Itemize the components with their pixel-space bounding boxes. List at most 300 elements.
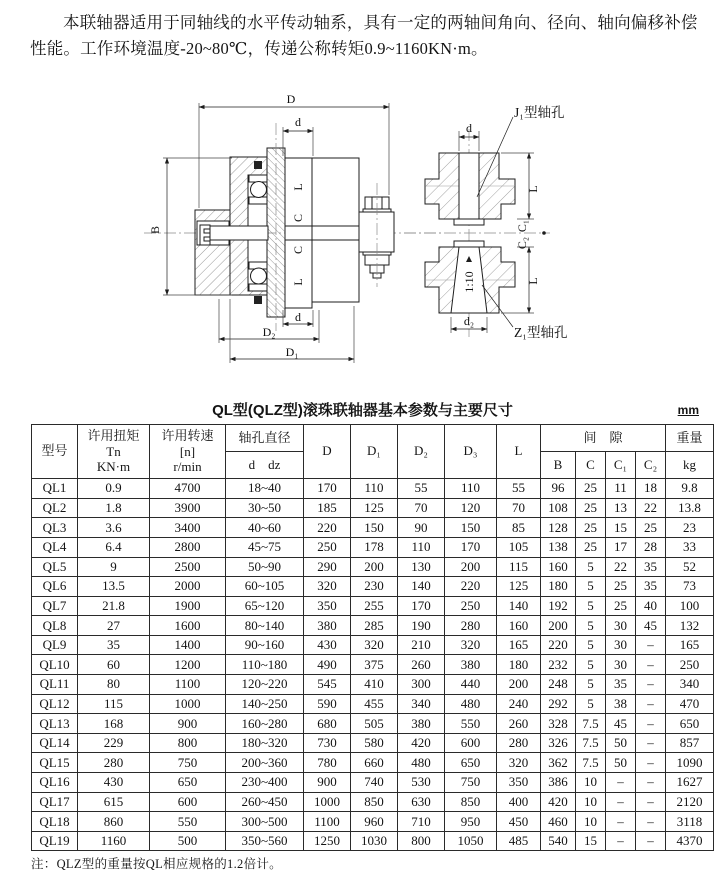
table-cell: 65~120 (226, 596, 304, 616)
table-cell: 3.6 (78, 518, 150, 538)
table-cell: 50 (606, 753, 636, 773)
table-row-QL12 (32, 694, 714, 714)
table-cell: 5 (576, 675, 606, 695)
dim-label-d-top: d (295, 115, 301, 130)
table-cell: 250 (445, 596, 497, 616)
table-row-QL17 (32, 792, 714, 812)
table-cell: 35 (78, 635, 150, 655)
col-header-D: D (304, 425, 351, 479)
col-header-speed: 许用转速 [n] r/min (150, 425, 226, 479)
spec-table (31, 424, 714, 851)
table-row-QL11 (32, 675, 714, 695)
table-cell: 70 (497, 498, 541, 518)
table-row-QL16 (32, 773, 714, 793)
table-cell: 125 (497, 577, 541, 597)
table-cell: 165 (497, 635, 541, 655)
table-cell: – (636, 694, 666, 714)
table-cell: 3118 (666, 812, 714, 832)
table-cell: 13.5 (78, 577, 150, 597)
dim-label-C2m: C (291, 246, 305, 255)
bearing-upper (248, 175, 267, 233)
table-cell: 230 (351, 577, 398, 597)
table-cell: QL2 (32, 498, 78, 518)
col-header-bore: 轴孔直径 (226, 425, 304, 452)
table-cell: 730 (304, 733, 351, 753)
table-cell: 240 (497, 694, 541, 714)
table-cell: 10 (576, 792, 606, 812)
col-header-torque: 许用扭矩 Tn KN·m (78, 425, 150, 479)
table-row-QL8 (32, 616, 714, 636)
table-cell: 280 (497, 733, 541, 753)
table-cell: 400 (497, 792, 541, 812)
table-cell: 30 (606, 655, 636, 675)
page (0, 10, 725, 889)
table-cell: 5 (576, 694, 606, 714)
table-cell: 170 (398, 596, 445, 616)
col-header-D1: D₁ (351, 425, 398, 479)
table-cell: 25 (636, 518, 666, 538)
table-cell: 150 (445, 518, 497, 538)
col-header-model: 型号 (32, 425, 78, 479)
table-cell: 130 (398, 557, 445, 577)
table-cell: 850 (445, 792, 497, 812)
table-cell: 35 (636, 577, 666, 597)
table-cell: 780 (304, 753, 351, 773)
table-cell: 500 (150, 831, 226, 851)
table-cell: 350 (497, 773, 541, 793)
table-cell: 180 (497, 655, 541, 675)
table-cell: 70 (398, 498, 445, 518)
table-cell: 1200 (150, 655, 226, 675)
table-cell: 140 (497, 596, 541, 616)
table-cell: 15 (576, 831, 606, 851)
table-cell: 40 (636, 596, 666, 616)
table-cell: 52 (666, 557, 714, 577)
table-cell: 60 (78, 655, 150, 675)
table-cell: 3400 (150, 518, 226, 538)
j1-bore-label: J₁型轴孔 (514, 105, 565, 121)
table-cell: 125 (351, 498, 398, 518)
table-cell: 380 (304, 616, 351, 636)
set-screw (254, 161, 262, 169)
table-cell: 23 (666, 518, 714, 538)
table-cell: 10 (576, 812, 606, 832)
table-cell: 650 (666, 714, 714, 734)
table-cell: 210 (398, 635, 445, 655)
table-cell: 600 (445, 733, 497, 753)
dim-label-L-j1: L (526, 185, 540, 193)
table-cell: 3900 (150, 498, 226, 518)
table-cell: 28 (636, 537, 666, 557)
table-cell: 580 (351, 733, 398, 753)
table-cell: 7.5 (576, 753, 606, 773)
table-cell: 300 (398, 675, 445, 695)
table-cell: 25 (576, 518, 606, 538)
z1-bore-label: Z₁型轴孔 (514, 325, 568, 341)
table-cell: 450 (497, 812, 541, 832)
table-cell: 386 (541, 773, 576, 793)
table-cell: 800 (398, 831, 445, 851)
table-cell: 850 (351, 792, 398, 812)
table-cell: 615 (78, 792, 150, 812)
table-cell: 1000 (304, 792, 351, 812)
table-cell: 170 (304, 479, 351, 499)
table-cell: 50~90 (226, 557, 304, 577)
table-cell: 100 (666, 596, 714, 616)
col-header-L: L (497, 425, 541, 479)
tie-bolt (210, 226, 268, 240)
table-cell: 30 (606, 635, 636, 655)
table-cell: 110 (445, 479, 497, 499)
table-cell: 1250 (304, 831, 351, 851)
table-cell: 260 (497, 714, 541, 734)
table-cell: 860 (78, 812, 150, 832)
table-cell: 410 (351, 675, 398, 695)
table-cell: 200 (351, 557, 398, 577)
table-cell: 420 (541, 792, 576, 812)
table-cell: – (636, 773, 666, 793)
table-cell: 5 (576, 596, 606, 616)
table-cell: 30 (606, 616, 636, 636)
table-cell: 7.5 (576, 733, 606, 753)
col-header-C1: C₁ (606, 452, 636, 479)
table-cell: 1100 (304, 812, 351, 832)
table-cell: 340 (666, 675, 714, 695)
col-header-clearance: 间 隙 (541, 425, 666, 452)
table-cell: 800 (150, 733, 226, 753)
dim-label-L1: L (291, 183, 305, 191)
table-cell: 110 (351, 479, 398, 499)
table-cell: 35 (606, 675, 636, 695)
table-cell: 45~75 (226, 537, 304, 557)
table-row-QL13 (32, 714, 714, 734)
table-cell: 1627 (666, 773, 714, 793)
table-cell: 17 (606, 537, 636, 557)
table-cell: 128 (541, 518, 576, 538)
table-cell: – (636, 635, 666, 655)
table-cell: 50 (606, 733, 636, 753)
table-cell: 550 (445, 714, 497, 734)
table-cell: 2000 (150, 577, 226, 597)
table-cell: 30~50 (226, 498, 304, 518)
table-cell: 18 (636, 479, 666, 499)
table-body (32, 479, 714, 851)
table-cell: QL3 (32, 518, 78, 538)
table-cell: 1090 (666, 753, 714, 773)
table-cell: 650 (150, 773, 226, 793)
table-cell: 200~360 (226, 753, 304, 773)
table-row-QL15 (32, 753, 714, 773)
table-cell: 260~450 (226, 792, 304, 812)
drawing-area (0, 75, 725, 393)
table-cell: 38 (606, 694, 636, 714)
table-cell: 285 (351, 616, 398, 636)
right-block (312, 158, 359, 302)
set-screw (254, 296, 262, 304)
table-cell: 660 (351, 753, 398, 773)
table-cell: QL5 (32, 557, 78, 577)
intro-paragraph: 本联轴器适用于同轴线的水平传动轴系，具有一定的两轴间角向、径向、轴向偏移补偿性能。工作环境温度-20~80℃，传递公称转矩0.9~1160KN·m。 (30, 13, 698, 58)
table-cell: QL1 (32, 479, 78, 499)
table-cell: 168 (78, 714, 150, 734)
table-cell: 550 (150, 812, 226, 832)
table-cell: 5 (576, 557, 606, 577)
table-cell: 470 (666, 694, 714, 714)
table-cell: 857 (666, 733, 714, 753)
table-cell: 45 (606, 714, 636, 734)
table-cell: 1600 (150, 616, 226, 636)
table-cell: 25 (576, 498, 606, 518)
table-cell: 650 (445, 753, 497, 773)
table-cell: 7.5 (576, 714, 606, 734)
table-cell: QL14 (32, 733, 78, 753)
table-cell: 328 (541, 714, 576, 734)
table-title: QL型(QLZ型)滚珠联轴器基本参数与主要尺寸 (212, 402, 513, 420)
table-cell: 480 (398, 753, 445, 773)
table-cell: QL11 (32, 675, 78, 695)
table-cell: 4370 (666, 831, 714, 851)
table-cell: 160~280 (226, 714, 304, 734)
table-cell: 90~160 (226, 635, 304, 655)
table-cell: – (636, 812, 666, 832)
table-cell: 1100 (150, 675, 226, 695)
table-cell: 292 (541, 694, 576, 714)
dim-label-D2: D₂ (262, 325, 276, 340)
table-cell: 80~140 (226, 616, 304, 636)
table-cell: 10 (576, 773, 606, 793)
table-cell: – (606, 792, 636, 812)
table-cell: QL4 (32, 537, 78, 557)
table-cell: 750 (150, 753, 226, 773)
table-cell: 220 (304, 518, 351, 538)
table-cell: QL8 (32, 616, 78, 636)
table-cell: 2800 (150, 537, 226, 557)
col-header-C: C (576, 452, 606, 479)
table-row-QL9 (32, 635, 714, 655)
dim-label-B: B (148, 226, 162, 235)
table-cell: 260 (398, 655, 445, 675)
table-cell: 120~220 (226, 675, 304, 695)
table-cell: 229 (78, 733, 150, 753)
table-cell: – (636, 831, 666, 851)
col-header-weight: 重量 (666, 425, 714, 452)
table-cell: 420 (398, 733, 445, 753)
dim-label-d2: d₂ (463, 314, 475, 329)
table-cell: 375 (351, 655, 398, 675)
table-cell: 340 (398, 694, 445, 714)
table-cell: 200 (445, 557, 497, 577)
table-cell: QL10 (32, 655, 78, 675)
table-header (32, 425, 714, 479)
table-cell: 250 (304, 537, 351, 557)
table-cell: 750 (445, 773, 497, 793)
table-cell: – (636, 655, 666, 675)
table-cell: 1160 (78, 831, 150, 851)
table-cell: 21.8 (78, 596, 150, 616)
plug-detail (200, 225, 210, 245)
table-cell: 165 (666, 635, 714, 655)
table-cell: 170 (445, 537, 497, 557)
table-cell: 590 (304, 694, 351, 714)
table-cell: 192 (541, 596, 576, 616)
table-cell: 110 (398, 537, 445, 557)
j1-bore (459, 153, 479, 219)
table-row-QL4 (32, 537, 714, 557)
table-cell: 5 (576, 577, 606, 597)
table-cell: 160 (541, 557, 576, 577)
col-header-bore-sub: d dz (226, 452, 304, 479)
table-row-QL2 (32, 498, 714, 518)
dim-label-C1: C₁ (515, 220, 529, 233)
table-cell: 455 (351, 694, 398, 714)
table-cell: 710 (398, 812, 445, 832)
table-cell: 140 (398, 577, 445, 597)
table-cell: 460 (541, 812, 576, 832)
table-cell: 1900 (150, 596, 226, 616)
table-cell: 326 (541, 733, 576, 753)
table-cell: 33 (666, 537, 714, 557)
table-row-QL10 (32, 655, 714, 675)
dim-label-C2: C₂ (515, 237, 529, 250)
table-cell: – (636, 675, 666, 695)
col-header-D2: D₂ (398, 425, 445, 479)
table-cell: 280 (445, 616, 497, 636)
table-cell: 1030 (351, 831, 398, 851)
table-cell: 220 (541, 635, 576, 655)
table-cell: 900 (150, 714, 226, 734)
technical-drawing (142, 75, 602, 387)
table-cell: 108 (541, 498, 576, 518)
table-cell: 960 (351, 812, 398, 832)
table-cell: 950 (445, 812, 497, 832)
table-cell: 9 (78, 557, 150, 577)
table-cell: 255 (351, 596, 398, 616)
table-cell: 27 (78, 616, 150, 636)
bearing-lower (248, 233, 267, 291)
table-cell: 250 (666, 655, 714, 675)
table-cell: 185 (304, 498, 351, 518)
table-cell: 96 (541, 479, 576, 499)
table-cell: 120 (445, 498, 497, 518)
table-cell: 80 (78, 675, 150, 695)
table-cell: 545 (304, 675, 351, 695)
table-cell: 45 (636, 616, 666, 636)
footnote: 注：QLZ型的重量按QL相应规格的1.2倍计。 (31, 857, 282, 872)
table-cell: 630 (398, 792, 445, 812)
table-cell: 485 (497, 831, 541, 851)
table-cell: 180 (541, 577, 576, 597)
table-cell: – (636, 753, 666, 773)
table-cell: 680 (304, 714, 351, 734)
table-cell: 160 (497, 616, 541, 636)
table-cell: 2500 (150, 557, 226, 577)
table-cell: 18~40 (226, 479, 304, 499)
table-cell: 115 (78, 694, 150, 714)
table-cell: 25 (576, 479, 606, 499)
table-cell: 60~105 (226, 577, 304, 597)
col-header-kg: kg (666, 452, 714, 479)
table-cell: 9.8 (666, 479, 714, 499)
table-row-QL7 (32, 596, 714, 616)
table-row-QL3 (32, 518, 714, 538)
table-cell: 55 (398, 479, 445, 499)
table-cell: 290 (304, 557, 351, 577)
table-cell: 4700 (150, 479, 226, 499)
table-cell: QL7 (32, 596, 78, 616)
table-row-QL18 (32, 812, 714, 832)
table-cell: 430 (78, 773, 150, 793)
table-cell: 5 (576, 635, 606, 655)
table-cell: 5 (576, 655, 606, 675)
table-cell: 380 (398, 714, 445, 734)
table-cell: – (636, 792, 666, 812)
table-cell: 490 (304, 655, 351, 675)
table-cell: 505 (351, 714, 398, 734)
table-cell: 1.8 (78, 498, 150, 518)
table-cell: 530 (398, 773, 445, 793)
table-title-row (0, 399, 725, 421)
table-cell: 25 (576, 537, 606, 557)
col-header-C2: C₂ (636, 452, 666, 479)
table-cell: 220 (445, 577, 497, 597)
table-cell: 11 (606, 479, 636, 499)
table-cell: – (606, 812, 636, 832)
col-header-D3: D₃ (445, 425, 497, 479)
table-cell: 1000 (150, 694, 226, 714)
table-cell: 200 (541, 616, 576, 636)
table-cell: 22 (636, 498, 666, 518)
table-cell: 0.9 (78, 479, 150, 499)
table-cell: 115 (497, 557, 541, 577)
table-cell: QL15 (32, 753, 78, 773)
table-cell: 320 (497, 753, 541, 773)
table-cell: 320 (304, 577, 351, 597)
table-cell: 350 (304, 596, 351, 616)
table-cell: 232 (541, 655, 576, 675)
table-cell: 280 (78, 753, 150, 773)
table-cell: 230~400 (226, 773, 304, 793)
table-cell: 25 (606, 577, 636, 597)
table-cell: 55 (497, 479, 541, 499)
table-cell: 85 (497, 518, 541, 538)
table-row-QL6 (32, 577, 714, 597)
table-cell: 362 (541, 753, 576, 773)
bearing-ball (251, 182, 267, 198)
table-cell: 15 (606, 518, 636, 538)
col-header-B: B (541, 452, 576, 479)
table-cell: 73 (666, 577, 714, 597)
dim-label-D1: D₁ (285, 345, 299, 360)
table-cell: – (636, 714, 666, 734)
table-cell: 740 (351, 773, 398, 793)
shaft-flange (359, 212, 394, 252)
bearing-ball (251, 268, 267, 284)
table-cell: 440 (445, 675, 497, 695)
table-cell: 430 (304, 635, 351, 655)
table-cell: QL12 (32, 694, 78, 714)
table-cell: QL9 (32, 635, 78, 655)
main-section-view (144, 123, 442, 331)
dim-label-d-j1: d (466, 121, 472, 136)
table-cell: 200 (497, 675, 541, 695)
table-cell: 13.8 (666, 498, 714, 518)
table-cell: 5 (576, 616, 606, 636)
table-cell: QL6 (32, 577, 78, 597)
table-cell: 140~250 (226, 694, 304, 714)
dim-label-C1m: C (291, 214, 305, 223)
dim-label-L2: L (291, 278, 305, 286)
table-cell: 138 (541, 537, 576, 557)
